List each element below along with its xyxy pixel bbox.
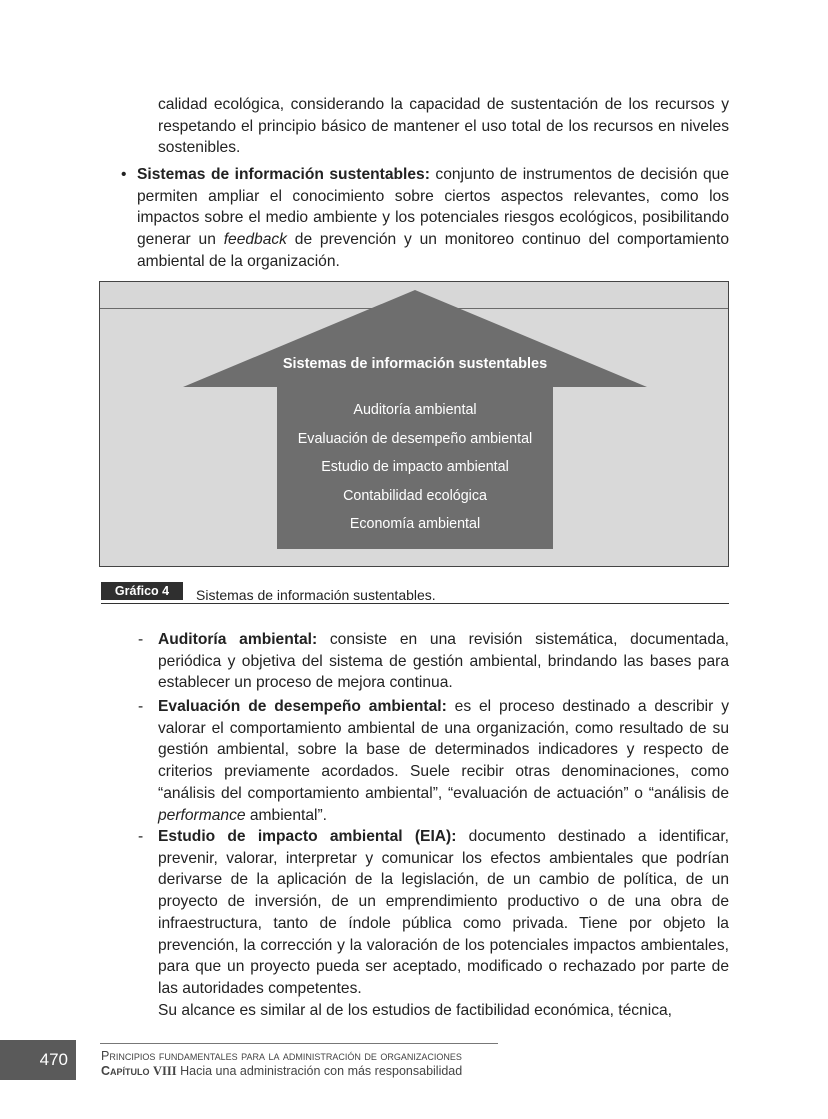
- caption-text: Sistemas de información sustentables.: [196, 587, 436, 603]
- bullet-term: Sistemas de información sustentables:: [137, 166, 430, 183]
- item-term: Auditoría ambiental:: [158, 631, 318, 648]
- figure-panel: [99, 281, 729, 567]
- dash-marker: -: [138, 698, 144, 715]
- item-term: Evaluación de desempeño ambiental:: [158, 698, 447, 715]
- item-auditoria: Auditoría ambiental: consiste en una revisión sistemática, documentada, periódica y objetiva del sistema de gestión ambiental, brindando las bases para establecer un proceso de mejora continua.: [158, 631, 729, 692]
- figure-item: Contabilidad ecológica: [343, 487, 487, 504]
- footer-chapter: [101, 1064, 462, 1078]
- bullet-paragraph: Sistemas de información sustentables: conjunto de instrumentos de decisión que permiten ampliar el conocimiento sobre ciertos aspectos relevantes, como los impactos sobre el medio ambiente y los potenciales riesgos ecológicos, posibilitando generar un feedback de prevención y un monitoreo continuo del comportamiento ambiental de la organización.: [137, 166, 730, 270]
- item-evaluacion: Evaluación de desempeño ambiental: es el proceso destinado a describir y valorar el comportamiento ambiental de una organización, como resultado de su gestión ambiental, sobre la base de determinados indicadores y respecto de criterios previamente acordados. Suele recibir otras denominaciones, como “análisis del comportamiento ambiental”, “evaluación de actuación” o “análisis de performance ambiental”.: [158, 698, 730, 824]
- item-term: Estudio de impacto ambiental (EIA):: [158, 828, 457, 845]
- caption-divider: [101, 603, 729, 604]
- performance-italic: performance: [158, 806, 246, 824]
- dash-marker: -: [138, 828, 144, 845]
- figure-items: [278, 396, 552, 539]
- figure-item: Auditoría ambiental: [353, 402, 477, 418]
- figure-item: Economía ambiental: [349, 516, 481, 533]
- figure-item: Estudio de impacto ambiental: [321, 459, 509, 476]
- figure-item: Evaluación de desempeño ambiental: [297, 430, 533, 447]
- chapter-title: Hacia una administración con más responsabilidad: [176, 1064, 463, 1078]
- item-eia-extra: Su alcance es similar al de los estudios de factibilidad económica, técnica,: [158, 1002, 672, 1019]
- chapter-label: Capítulo: [101, 1064, 150, 1078]
- feedback-italic: feedback: [223, 231, 287, 249]
- page-number: 470: [39, 1050, 68, 1069]
- footer-divider: [100, 1043, 498, 1044]
- item-eia: Estudio de impacto ambiental (EIA): documento destinado a identificar, prevenir, valorar, interpretar y comunicar los efectos ambientales que podrían derivarse de la aplicación de la legislación, de un cambio de política, de un proyecto de inversión, de un emprendimiento productivo o de una obra de infraestructura, tanto de índole pública como privada. Tiene por objeto la prevención, la corrección y la valoración de los potenciales impactos ambientales, para que un proyecto pueda ser aceptado, modificado o rechazado por parte de las autoridades competentes.: [158, 828, 730, 997]
- dash-marker: -: [138, 631, 144, 648]
- bullet-marker: •: [121, 166, 127, 183]
- figure-title: Sistemas de información sustentables: [282, 356, 548, 372]
- caption-label: Gráfico 4: [101, 582, 183, 600]
- intro-continuation: calidad ecológica, considerando la capacidad de sustentación de los recursos y respetando el principio básico de mantener el uso total de los recursos en niveles sostenibles.: [158, 96, 729, 157]
- footer-book-title: Principios fundamentales para la administración de organizaciones: [101, 1049, 462, 1063]
- chapter-number: VIII: [153, 1064, 177, 1078]
